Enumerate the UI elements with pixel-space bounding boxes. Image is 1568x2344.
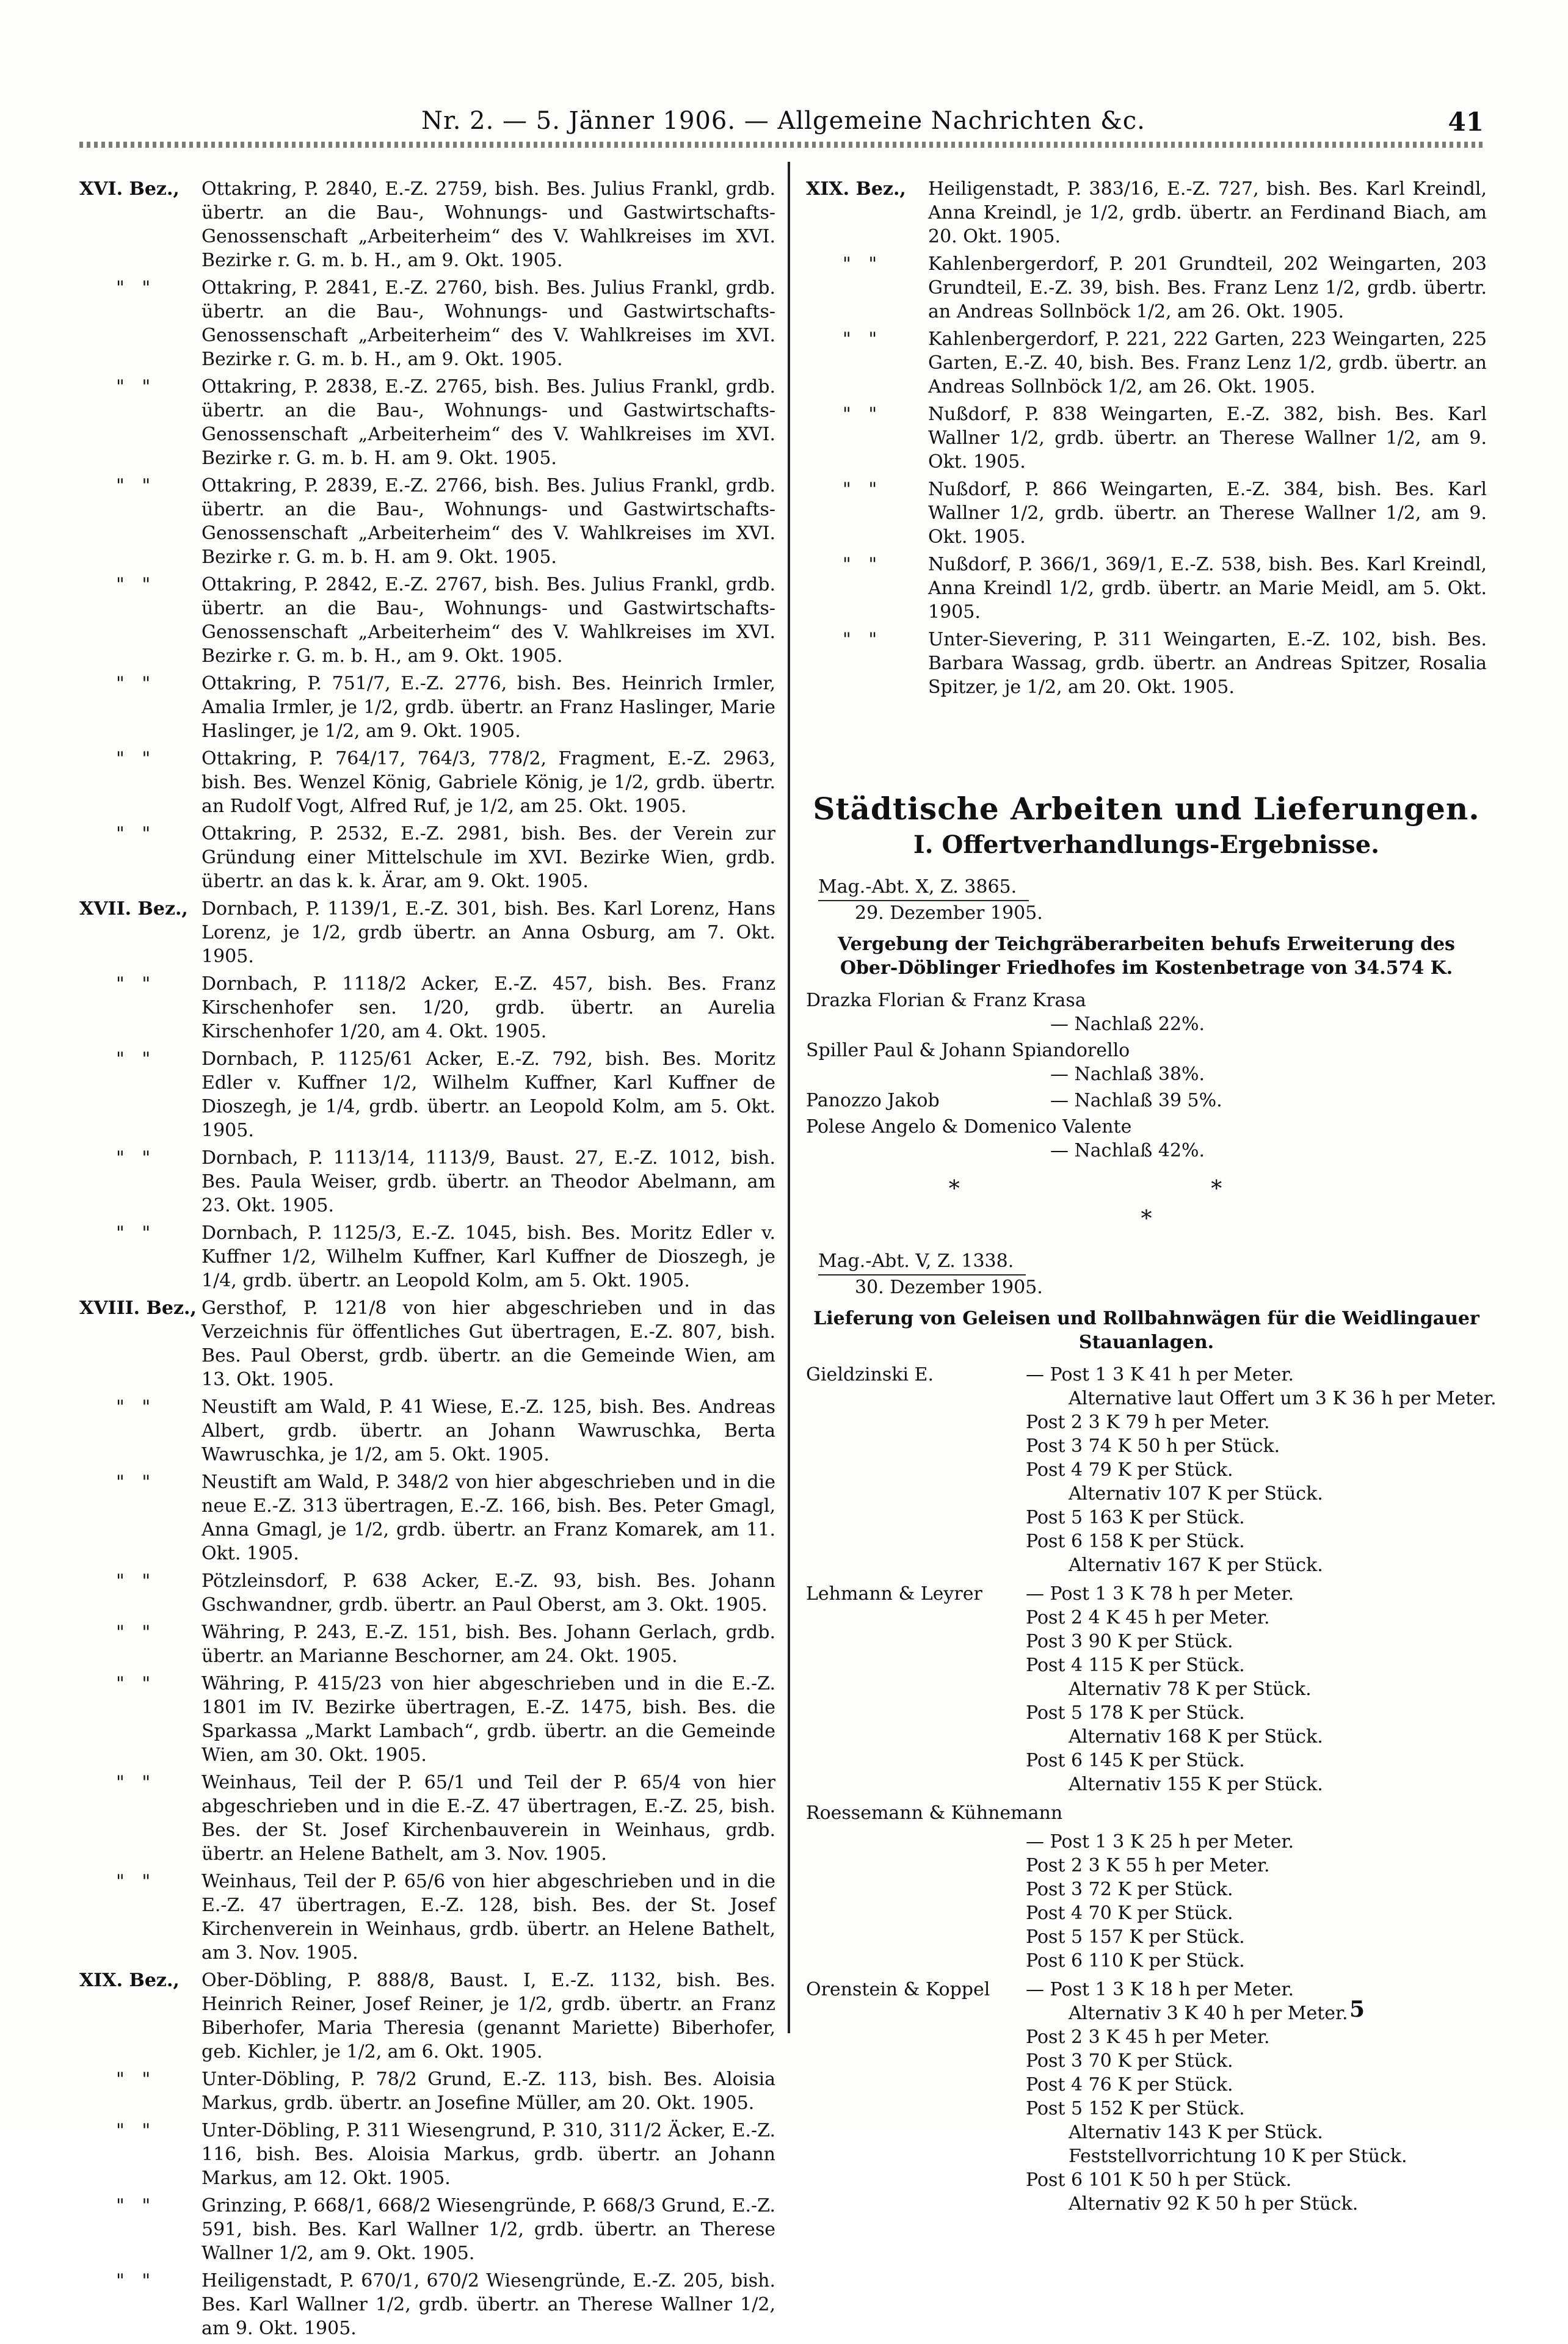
entry-district: " " [843, 404, 877, 425]
price-line: Post 2 3 K 55 h per Meter. [1026, 1855, 1270, 1876]
firm-name: Orenstein & Koppel [806, 1979, 990, 2000]
award-item [806, 989, 1487, 1036]
price-line: Alternative laut Offert um 3 K 36 h per Meter. [1069, 1388, 1497, 1409]
entry-district: " " [116, 1622, 151, 1643]
price-line: Post 5 157 K per Stück. [1026, 1926, 1245, 1948]
price-line: Post 4 79 K per Stück. [1026, 1459, 1233, 1481]
award-name: Polese Angelo & Domenico Valente [806, 1116, 1132, 1138]
price-line: Alternativ 155 K per Stück. [1069, 1774, 1323, 1795]
entry-district: " " [116, 1772, 151, 1793]
entry-district: " " [116, 823, 151, 844]
register-entry [79, 1221, 775, 1293]
entry-text: Währing, P. 415/23 von hier abgeschrieben und in die E.-Z. 1801 im IV. Bezirke übertragen, E.-Z. 1475, bish. Bes. die Sparkassa „Markt Lambach“, grdb. übertr. an die Gemeinde Wien, am 30. Okt. 1905. [201, 1673, 775, 1766]
price-line: Post 2 4 K 45 h per Meter. [1026, 1607, 1270, 1628]
register-entry [79, 1470, 775, 1566]
offer-description: Lieferung von Geleisen und Rollbahnwägen für die Weidlingauer Stauanlagen. [813, 1308, 1479, 1353]
entry-text: Nußdorf, P. 366/1, 369/1, E.-Z. 538, bish. Bes. Karl Kreindl, Anna Kreindl 1/2, grdb. übertr. an Marie Meidl, am 5. Okt. 1905. [928, 554, 1487, 623]
price-line: — Post 1 3 K 41 h per Meter. [1026, 1364, 1294, 1385]
price-line: — Post 1 3 K 18 h per Meter. [1026, 1979, 1294, 2000]
separator-star: * [1141, 1206, 1152, 1232]
entry-text: Grinzing, P. 668/1, 668/2 Wiesengründe, P. 668/3 Grund, E.-Z. 591, bish. Bes. Karl Wallner 1/2, grdb. übertr. an Therese Wallner 1/2, am 9. Okt. 1905. [201, 2195, 775, 2264]
register-entry [806, 477, 1487, 549]
entry-text: Dornbach, P. 1125/3, E.-Z. 1045, bish. Bes. Moritz Edler v. Kuffner 1/2, Wilhelm Kuffner, Karl Kuffner de Dioszegh, je 1/4, grdb. übertr. an Leopold Kolm, am 5. Okt. 1905. [201, 1222, 775, 1291]
price-line: Post 5 163 K per Stück. [1026, 1507, 1245, 1528]
entry-text: Ottakring, P. 2838, E.-Z. 2765, bish. Bes. Julius Frankl, grdb. übertr. an die Bau-, Wohnungs- und Gastwirtschafts-Genossenschaft „Arbeiterheim“ des V. Wahlkreises im XVI. Bezirke r. G. m. b. H. am 9. Okt. 1905. [201, 376, 775, 469]
entry-text: Neustift am Wald, P. 41 Wiese, E.-Z. 125, bish. Bes. Andreas Albert, grdb. übertr. an Johann Wawruschka, Berta Wawruschka, je 1/2, am 5. Okt. 1905. [201, 1396, 775, 1465]
entry-text: Neustift am Wald, P. 348/2 von hier abgeschrieben und in die neue E.-Z. 313 übertragen, E.-Z. 166, bish. Bes. Peter Gmagl, Anna Gmagl, je 1/2, grdb. übertr. an Franz Komarek, am 11. Okt. 1905. [201, 1471, 775, 1564]
price-line: Alternativ 78 K per Stück. [1069, 1678, 1312, 1700]
page-header [79, 107, 1484, 143]
register-entry [79, 2269, 775, 2340]
firm-lines [1026, 1978, 1487, 2216]
award-name: Spiller Paul & Johann Spiandorello [806, 1040, 1130, 1061]
price-line: Post 6 145 K per Stück. [1026, 1750, 1245, 1771]
entry-district: " " [116, 1570, 151, 1592]
register-entry [806, 177, 1487, 249]
header-title: Nr. 2. — 5. Jänner 1906. — Allgemeine Nachrichten &c. [421, 107, 1145, 135]
award-item [806, 1089, 1487, 1112]
sheet-number: 5 [1349, 1997, 1365, 2022]
register-entry [79, 1771, 775, 1866]
price-line: Post 2 3 K 79 h per Meter. [1026, 1412, 1270, 1433]
entry-district: XVIII. Bez., [79, 1297, 197, 1319]
entry-district: " " [116, 1396, 151, 1418]
firm-list [806, 1363, 1497, 2216]
entry-district: " " [843, 629, 877, 650]
award-discount: — Nachlaß 22%. [1050, 1014, 1205, 1035]
award-discount: — Nachlaß 38%. [1050, 1064, 1205, 1085]
register-entry [79, 573, 775, 668]
entry-text: Währing, P. 243, E.-Z. 151, bish. Bes. Johann Gerlach, grdb. übertr. an Marianne Beschorner, am 24. Okt. 1905. [201, 1622, 775, 1667]
register-entry [79, 1672, 775, 1767]
price-line: Post 3 70 K per Stück. [1026, 2050, 1233, 2072]
entry-text: Nußdorf, P. 866 Weingarten, E.-Z. 384, bish. Bes. Karl Wallner 1/2, grdb. übertr. an Therese Wallner 1/2, am 9. Okt. 1905. [928, 479, 1487, 548]
register-entry [79, 1296, 775, 1392]
register-entry [79, 1569, 775, 1617]
entry-district: " " [116, 277, 151, 299]
entry-text: Ottakring, P. 2841, E.-Z. 2760, bish. Bes. Julius Frankl, grdb. übertr. an die Bau-, Wohnungs- und Gastwirtschafts-Genossenschaft „Arbeiterheim“ des V. Wahlkreises im XVI. Bezirke r. G. m. b. H., am 9. Okt. 1905. [201, 277, 775, 370]
entry-text: Ottakring, P. 2842, E.-Z. 2767, bish. Bes. Julius Frankl, grdb. übertr. an die Bau-, Wohnungs- und Gastwirtschafts-Genossenschaft „Arbeiterheim“ des V. Wahlkreises im XVI. Bezirke r. G. m. b. H., am 9. Okt. 1905. [201, 574, 775, 667]
price-line: Post 2 3 K 45 h per Meter. [1026, 2027, 1270, 2048]
register-entry [79, 474, 775, 569]
register-entry [79, 375, 775, 470]
entry-text: Kahlenbergerdorf, P. 221, 222 Garten, 223 Weingarten, 225 Garten, E.-Z. 40, bish. Bes. Franz Lenz 1/2, grdb. übertr. an Andreas Sollnböck 1/2, am 26. Okt. 1905. [928, 328, 1487, 397]
entry-district: " " [116, 1048, 151, 1070]
entry-text: Ottakring, P. 2840, E.-Z. 2759, bish. Bes. Julius Frankl, grdb. übertr. an die Bau-, Wohnungs- und Gastwirtschafts-Genossenschaft „Arbeiterheim“ des V. Wahlkreises im XVI. Bezirke r. G. m. b. H., am 9. Okt. 1905. [201, 178, 775, 271]
award-item [806, 1115, 1487, 1163]
entry-district: " " [116, 2120, 151, 2141]
entry-text: Gersthof, P. 121/8 von hier abgeschrieben und in das Verzeichnis für öffentliches Gut übertragen, E.-Z. 807, bish. Bes. Paul Oberst, grdb. übertr. an die Gemeinde Wien, am 13. Okt. 1905. [201, 1297, 775, 1390]
entry-district: XVII. Bez., [79, 898, 188, 920]
firm-item [806, 1363, 1497, 1577]
price-line: Post 4 115 K per Stück. [1026, 1655, 1245, 1676]
offer-block-2 [806, 1249, 1497, 2216]
register-entry [79, 897, 775, 968]
offer-date: 29. Dezember 1905. [855, 902, 1043, 924]
award-name: Drazka Florian & Franz Krasa [806, 990, 1086, 1011]
entry-text: Ottakring, P. 764/17, 764/3, 778/2, Fragment, E.-Z. 2963, bish. Bes. Wenzel König, Gabriele König, je 1/2, grdb. übertr. an Rudolf Vogt, Alfred Ruf, je 1/2, am 25. Okt. 1905. [201, 748, 775, 817]
entry-district: " " [116, 376, 151, 397]
award-list [806, 989, 1487, 1163]
register-entry [79, 1620, 775, 1668]
price-line: Post 3 74 K 50 h per Stück. [1026, 1435, 1280, 1457]
entry-text: Nußdorf, P. 838 Weingarten, E.-Z. 382, bish. Bes. Karl Wallner 1/2, grdb. übertr. an Therese Wallner 1/2, am 9. Okt. 1905. [928, 404, 1487, 473]
entry-district: " " [116, 748, 151, 769]
price-line: Alternativ 3 K 40 h per Meter. [1069, 2003, 1348, 2024]
entry-district: " " [116, 673, 151, 694]
left-column [79, 177, 775, 2344]
register-entry [79, 747, 775, 818]
entry-district: " " [843, 479, 877, 500]
entry-text: Dornbach, P. 1118/2 Acker, E.-Z. 457, bish. Bes. Franz Kirschenhofer sen. 1/20, grdb. übertr. an Aurelia Kirschenhofer 1/20, am 4. Okt. 1905. [201, 973, 775, 1042]
register-entry [79, 972, 775, 1043]
register-entry [79, 672, 775, 743]
entry-text: Ober-Döbling, P. 888/8, Baust. I, E.-Z. 1132, bish. Bes. Heinrich Reiner, Josef Reiner, je 1/2, grdb. übertr. an Franz Biberhofer, Maria Theresia (genannt Mariette) Biberhofer, geb. Kichler, je 1/2, am 6. Okt. 1905. [201, 1970, 775, 2063]
price-line: — Post 1 3 K 25 h per Meter. [1026, 1831, 1294, 1852]
entry-text: Weinhaus, Teil der P. 65/6 von hier abgeschrieben und in die E.-Z. 47 übertragen, E.-Z. 128, bish. Bes. der St. Josef Kirchenverein in Weinhaus, grdb. übertr. an Helene Bathelt, am 3. Nov. 1905. [201, 1871, 775, 1964]
register-entry [79, 1146, 775, 1217]
offer-date: 30. Dezember 1905. [855, 1277, 1043, 1298]
column-divider [788, 162, 790, 2033]
section-title: Städtische Arbeiten und Lieferungen. [813, 791, 1480, 827]
entry-text: Weinhaus, Teil der P. 65/1 und Teil der P. 65/4 von hier abgeschrieben und in die E.-Z. 47 übertragen, E.-Z. 25, bish. Bes. der St. Josef Kirchenbauverein in Weinhaus, grdb. übertr. an Helene Bathelt, am 3. Nov. 1905. [201, 1772, 775, 1865]
register-entry [806, 553, 1487, 624]
entry-text: Dornbach, P. 1113/14, 1113/9, Baust. 27, E.-Z. 1012, bish. Bes. Paula Weiser, grdb. übertr. an Theodor Abelmann, am 23. Okt. 1905. [201, 1147, 775, 1216]
entry-text: Dornbach, P. 1139/1, E.-Z. 301, bish. Bes. Karl Lorenz, Hans Lorenz, je 1/2, grdb übertr. an Anna Osburg, am 7. Okt. 1905. [201, 898, 775, 967]
price-line: Post 6 158 K per Stück. [1026, 1531, 1245, 1552]
entry-district: " " [116, 2069, 151, 2090]
entry-district: " " [843, 554, 877, 575]
price-line: Alternativ 143 K per Stück. [1069, 2122, 1323, 2143]
register-entry [79, 2119, 775, 2190]
award-name: Panozzo Jakob [806, 1090, 940, 1111]
register-entry [806, 252, 1487, 324]
section-subtitle: I. Offertverhandlungs-Ergebnisse. [913, 830, 1380, 859]
entry-text: Unter-Sievering, P. 311 Weingarten, E.-Z. 102, bish. Bes. Barbara Wassag, grdb. übertr. an Andreas Spitzer, Rosalia Spitzer, je 1/2, am 20. Okt. 1905. [928, 629, 1487, 698]
firm-spacer [806, 1830, 1026, 1973]
price-line: Post 4 70 K per Stück. [1026, 1903, 1233, 1924]
entry-district: " " [116, 475, 151, 496]
price-line: Alternativ 92 K 50 h per Stück. [1069, 2193, 1359, 2215]
right-column [806, 177, 1497, 2216]
offer-block-1 [806, 875, 1487, 1163]
award-discount: — Nachlaß 39 5%. [1050, 1090, 1222, 1111]
award-discount: — Nachlaß 42%. [1050, 1140, 1205, 1161]
price-line: — Post 1 3 K 78 h per Meter. [1026, 1583, 1294, 1605]
register-entry [806, 402, 1487, 474]
price-line: Alternativ 167 K per Stück. [1069, 1555, 1323, 1576]
entry-district: " " [843, 253, 877, 275]
right-entries [806, 177, 1487, 699]
entry-district: " " [116, 1471, 151, 1493]
separator-stars: * * [948, 1177, 1345, 1202]
entry-district: " " [116, 2270, 151, 2291]
entry-district: " " [116, 1871, 151, 1892]
firm-lines [1026, 1582, 1487, 1796]
register-entry [79, 822, 775, 893]
offer-ref: Mag.-Abt. X, Z. 3865. [818, 875, 1029, 901]
entry-text: Heiligenstadt, P. 670/1, 670/2 Wiesengründe, E.-Z. 205, bish. Bes. Karl Wallner 1/2, grdb. übertr. an Therese Wallner 1/2, am 9. Okt. 1905. [201, 2270, 775, 2339]
price-line: Feststellvorrichtung 10 K per Stück. [1069, 2146, 1407, 2167]
register-entry [79, 1870, 775, 1965]
entry-district: " " [116, 1673, 151, 1694]
entry-text: Unter-Döbling, P. 78/2 Grund, E.-Z. 113, bish. Bes. Aloisia Markus, grdb. übertr. an Josefine Müller, am 20. Okt. 1905. [201, 2069, 775, 2114]
register-entry [79, 2194, 775, 2265]
firm-lines [1026, 1363, 1497, 1577]
price-line: Alternativ 168 K per Stück. [1069, 1726, 1323, 1747]
register-entry [79, 1968, 775, 2064]
entry-district: " " [843, 328, 877, 350]
entry-text: Ottakring, P. 751/7, E.-Z. 2776, bish. Bes. Heinrich Irmler, Amalia Irmler, je 1/2, grdb. übertr. an Franz Haslinger, Marie Haslinger, je 1/2, am 9. Okt. 1905. [201, 673, 775, 742]
entry-district: " " [116, 574, 151, 595]
firm-item [806, 1582, 1487, 1796]
firm-lines [1026, 1830, 1487, 1973]
price-line: Post 3 90 K per Stück. [1026, 1631, 1233, 1652]
entry-district: " " [116, 1222, 151, 1244]
firm-name: Lehmann & Leyrer [806, 1583, 982, 1605]
offer-ref: Mag.-Abt. V, Z. 1338. [818, 1249, 1026, 1275]
entry-text: Ottakring, P. 2839, E.-Z. 2766, bish. Bes. Julius Frankl, grdb. übertr. an die Bau-, Wohnungs- und Gastwirtschafts-Genossenschaft „Arbeiterheim“ des V. Wahlkreises im XVI. Bezirke r. G. m. b. H. am 9. Okt. 1905. [201, 475, 775, 568]
entry-district: " " [116, 1147, 151, 1169]
price-line: Alternativ 107 K per Stück. [1069, 1483, 1323, 1504]
entry-text: Pötzleinsdorf, P. 638 Acker, E.-Z. 93, bish. Bes. Johann Gschwandner, grdb. übertr. an Paul Oberst, am 3. Okt. 1905. [201, 1570, 775, 1616]
register-entry [79, 276, 775, 371]
entry-district: XVI. Bez., [79, 178, 180, 200]
firm-item [806, 1978, 1487, 2216]
entry-text: Kahlenbergerdorf, P. 201 Grundteil, 202 Weingarten, 203 Grundteil, E.-Z. 39, bish. Bes. Franz Lenz 1/2, grdb. übertr. an Andreas Sollnböck 1/2, am 26. Okt. 1905. [928, 253, 1487, 322]
price-line: Post 6 110 K per Stück. [1026, 1950, 1245, 1972]
entry-text: Dornbach, P. 1125/61 Acker, E.-Z. 792, bish. Bes. Moritz Edler v. Kuffner 1/2, Wilhelm Kuffner, Karl Kuffner de Dioszegh, je 1/4, grdb. übertr. an Leopold Kolm, am 5. Okt. 1905. [201, 1048, 775, 1141]
register-entry [79, 177, 775, 272]
entry-district: XIX. Bez., [806, 178, 906, 200]
firm-item [806, 1830, 1487, 1973]
page-number: 41 [1448, 107, 1484, 137]
price-line: Post 4 76 K per Stück. [1026, 2074, 1233, 2095]
entry-text: Unter-Döbling, P. 311 Wiesengrund, P. 310, 311/2 Äcker, E.-Z. 116, bish. Bes. Aloisia Markus, grdb. übertr. an Johann Markus, am 12. Okt. 1905. [201, 2120, 775, 2189]
register-entry [79, 1047, 775, 1142]
register-entry [806, 327, 1487, 399]
price-line: Post 5 178 K per Stück. [1026, 1702, 1245, 1724]
register-entry [79, 1395, 775, 1467]
firm-name: Roessemann & Kühnemann [806, 1802, 1063, 1824]
entry-district: XIX. Bez., [79, 1970, 180, 1991]
register-entry [79, 2067, 775, 2115]
price-line: Post 6 101 K 50 h per Stück. [1026, 2169, 1292, 2191]
firm-name: Gieldzinski E. [806, 1364, 934, 1385]
entry-district: " " [116, 2195, 151, 2216]
price-line: Post 3 72 K per Stück. [1026, 1879, 1233, 1900]
award-item [806, 1039, 1487, 1086]
header-rule [79, 142, 1484, 148]
offer-description: Vergebung der Teichgräberarbeiten behufs Erweiterung des Ober-Döblinger Friedhofes im Kostenbetrage von 34.574 K. [838, 934, 1455, 979]
register-entry [806, 628, 1487, 699]
entry-text: Heiligenstadt, P. 383/16, E.-Z. 727, bish. Bes. Karl Kreindl, Anna Kreindl, je 1/2, grdb. übertr. an Ferdinand Biach, am 20. Okt. 1905. [928, 178, 1487, 247]
entry-district: " " [116, 973, 151, 995]
entry-text: Ottakring, P. 2532, E.-Z. 2981, bish. Bes. der Verein zur Gründung einer Mittelschule im XVI. Bezirke Wien, grdb. übertr. an das k. k. Ärar, am 9. Okt. 1905. [201, 823, 775, 892]
price-line: Post 5 152 K per Stück. [1026, 2098, 1245, 2119]
